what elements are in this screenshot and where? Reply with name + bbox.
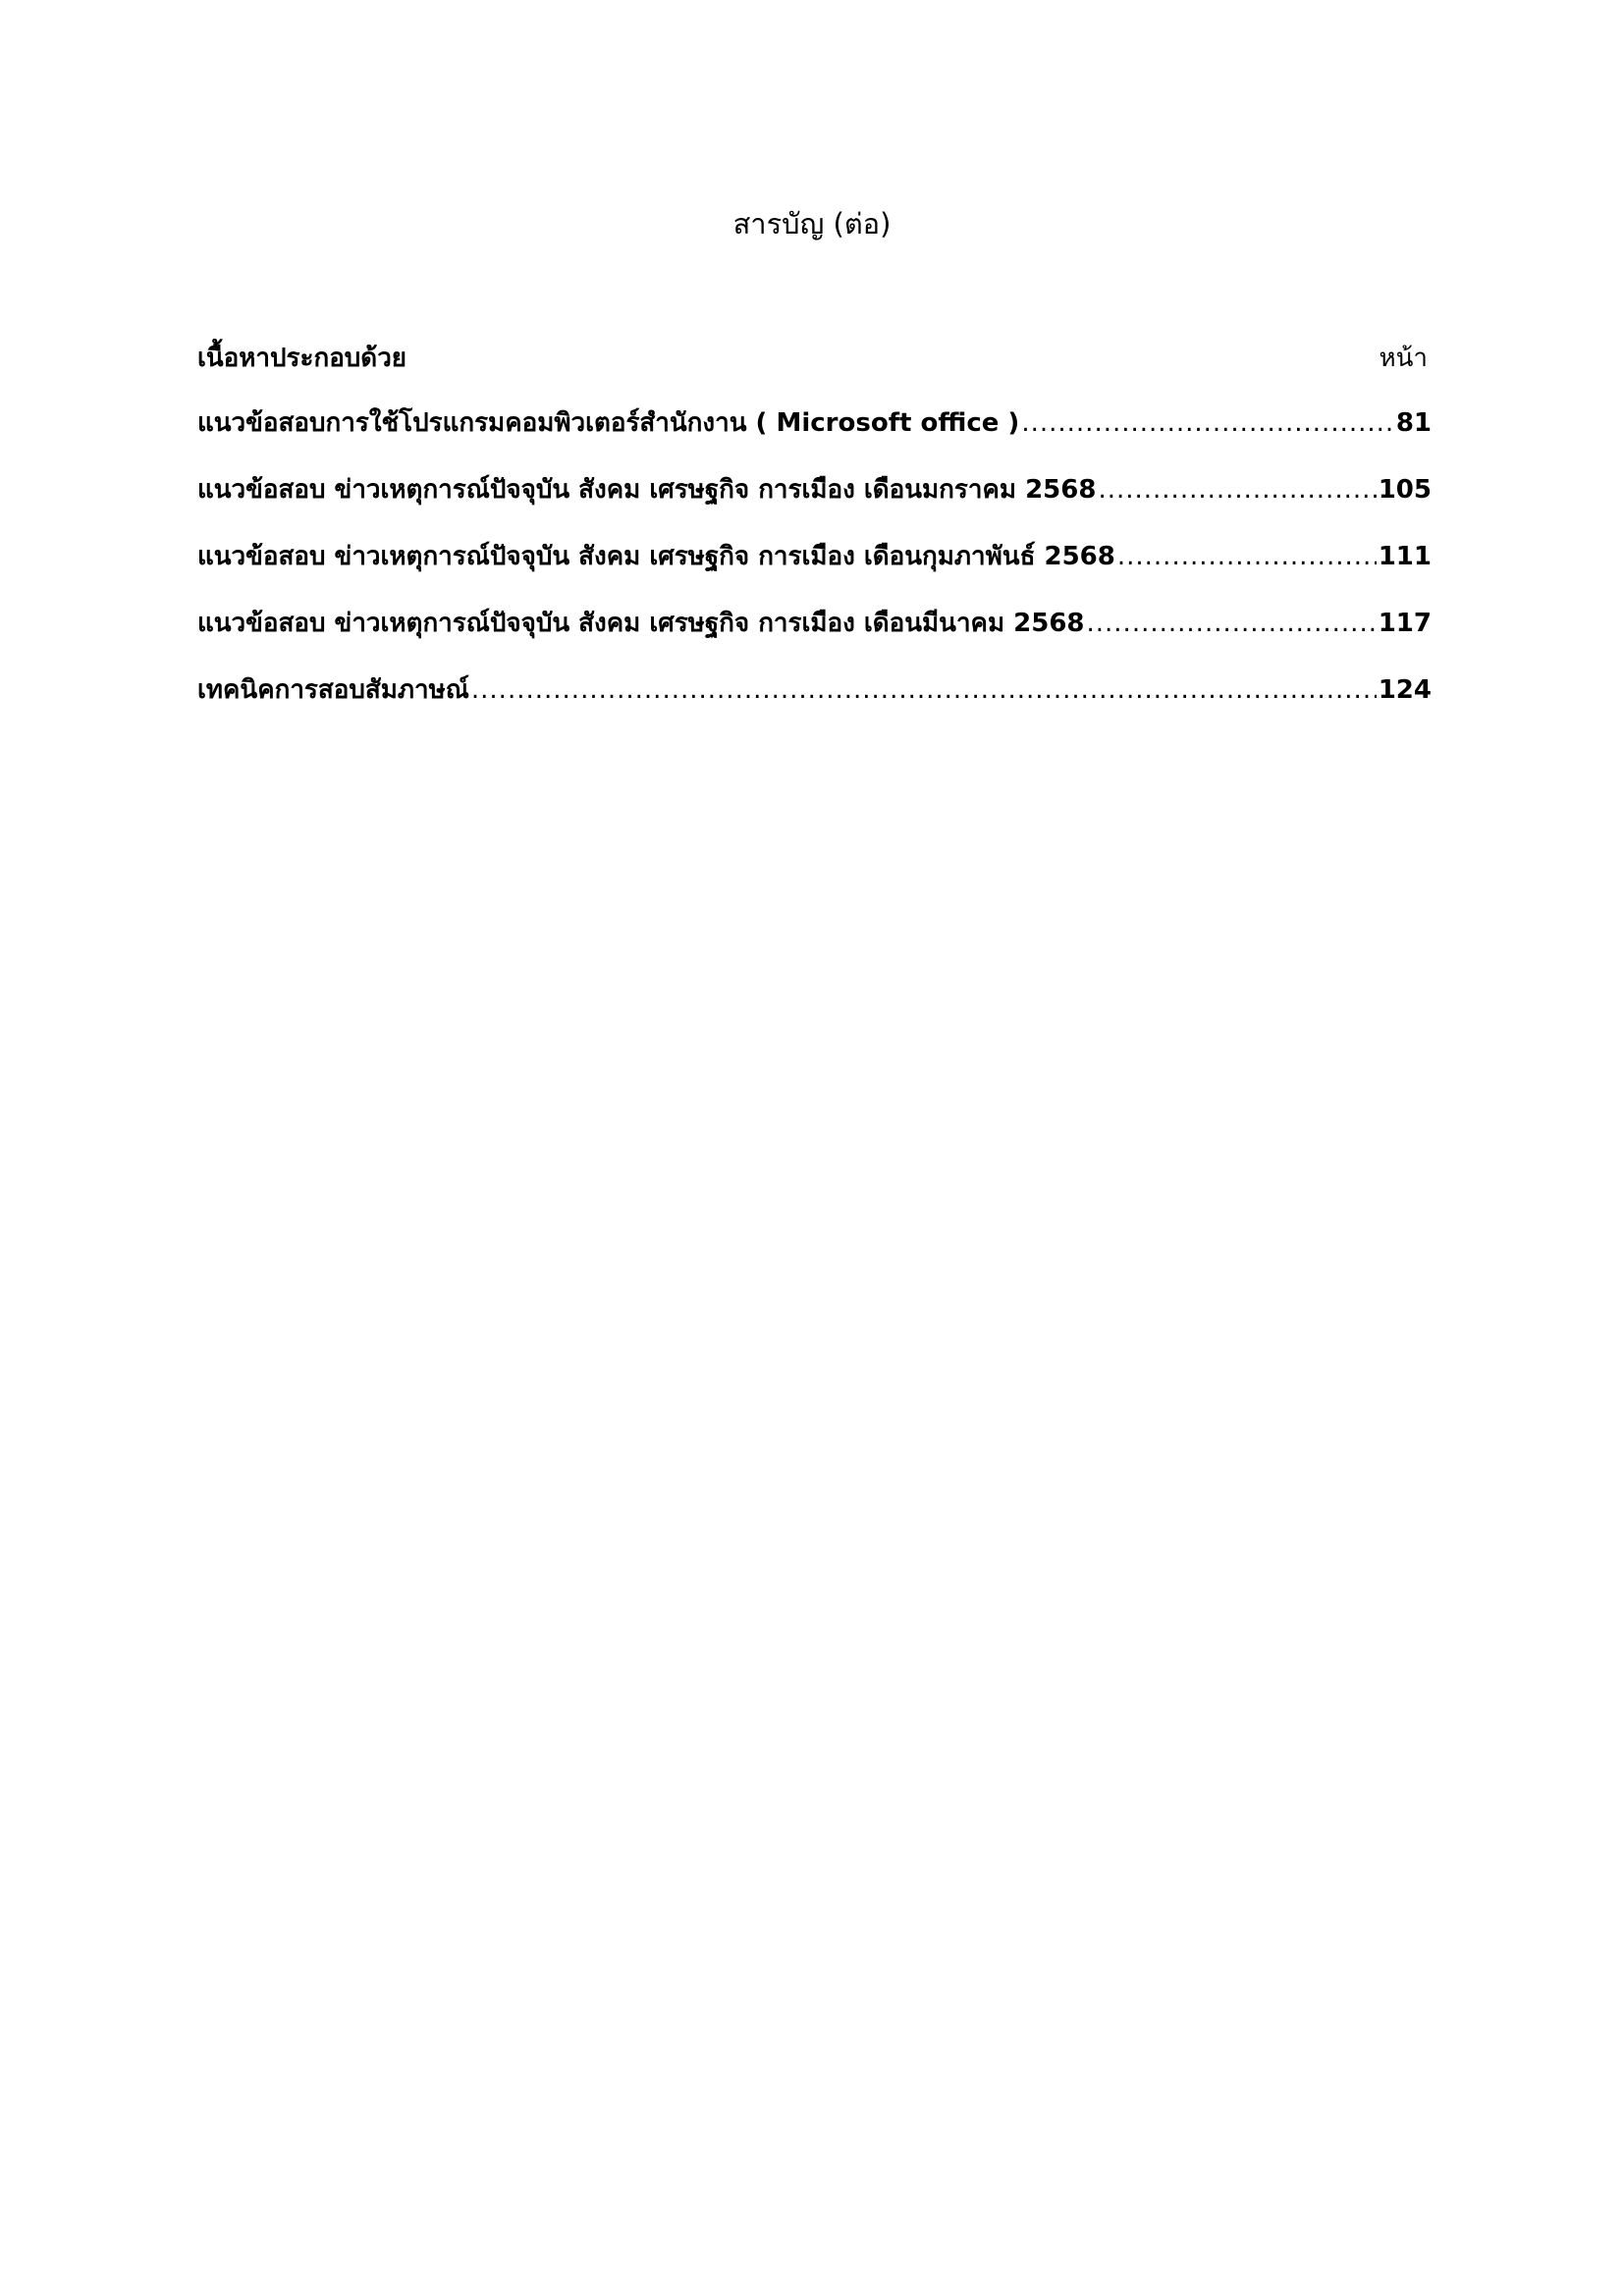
toc-entry-page-number: 81 <box>1395 408 1432 438</box>
toc-header-page-label: หน้า <box>1379 344 1428 373</box>
toc-entry-page-number: 124 <box>1378 675 1432 705</box>
toc-entry-title: แนวข้อสอบ ข่าวเหตุการณ์ปัจจุบัน สังคม เศรษฐกิจ การเมือง เดือนกุมภาพันธ์ 2568 <box>197 542 1115 571</box>
dot-leader <box>1117 537 1377 576</box>
toc-entry[interactable] <box>197 537 1432 604</box>
toc-entry[interactable] <box>197 403 1432 470</box>
toc-entry-title: แนวข้อสอบ ข่าวเหตุการณ์ปัจจุบัน สังคม เศรษฐกิจ การเมือง เดือนมกราคม 2568 <box>197 475 1097 505</box>
toc-entry-page-number: 111 <box>1378 542 1432 571</box>
toc-entry[interactable] <box>197 670 1432 737</box>
table-of-contents <box>197 339 1432 737</box>
toc-entry[interactable] <box>197 470 1432 537</box>
page-title: สารบัญ (ต่อ) <box>732 207 892 240</box>
toc-entry-title: แนวข้อสอบการใช้โปรแกรมคอมพิวเตอร์สำนักงาน ( Microsoft office ) <box>197 408 1020 438</box>
toc-entry-title: แนวข้อสอบ ข่าวเหตุการณ์ปัจจุบัน สังคม เศรษฐกิจ การเมือง เดือนมีนาคม 2568 <box>197 609 1085 638</box>
dot-leader <box>1098 470 1376 509</box>
toc-header-contents-label: เนื้อหาประกอบด้วย <box>197 344 407 373</box>
toc-entry-title: เทคนิคการสอบสัมภาษณ์ <box>197 675 469 705</box>
dot-leader <box>471 670 1377 710</box>
toc-entry-page-number: 105 <box>1378 475 1432 505</box>
dot-leader <box>1021 403 1393 443</box>
toc-header <box>197 339 1432 382</box>
toc-entry[interactable] <box>197 604 1432 670</box>
toc-entry-page-number: 117 <box>1378 609 1432 638</box>
toc-list <box>197 403 1432 737</box>
dot-leader <box>1087 604 1377 643</box>
